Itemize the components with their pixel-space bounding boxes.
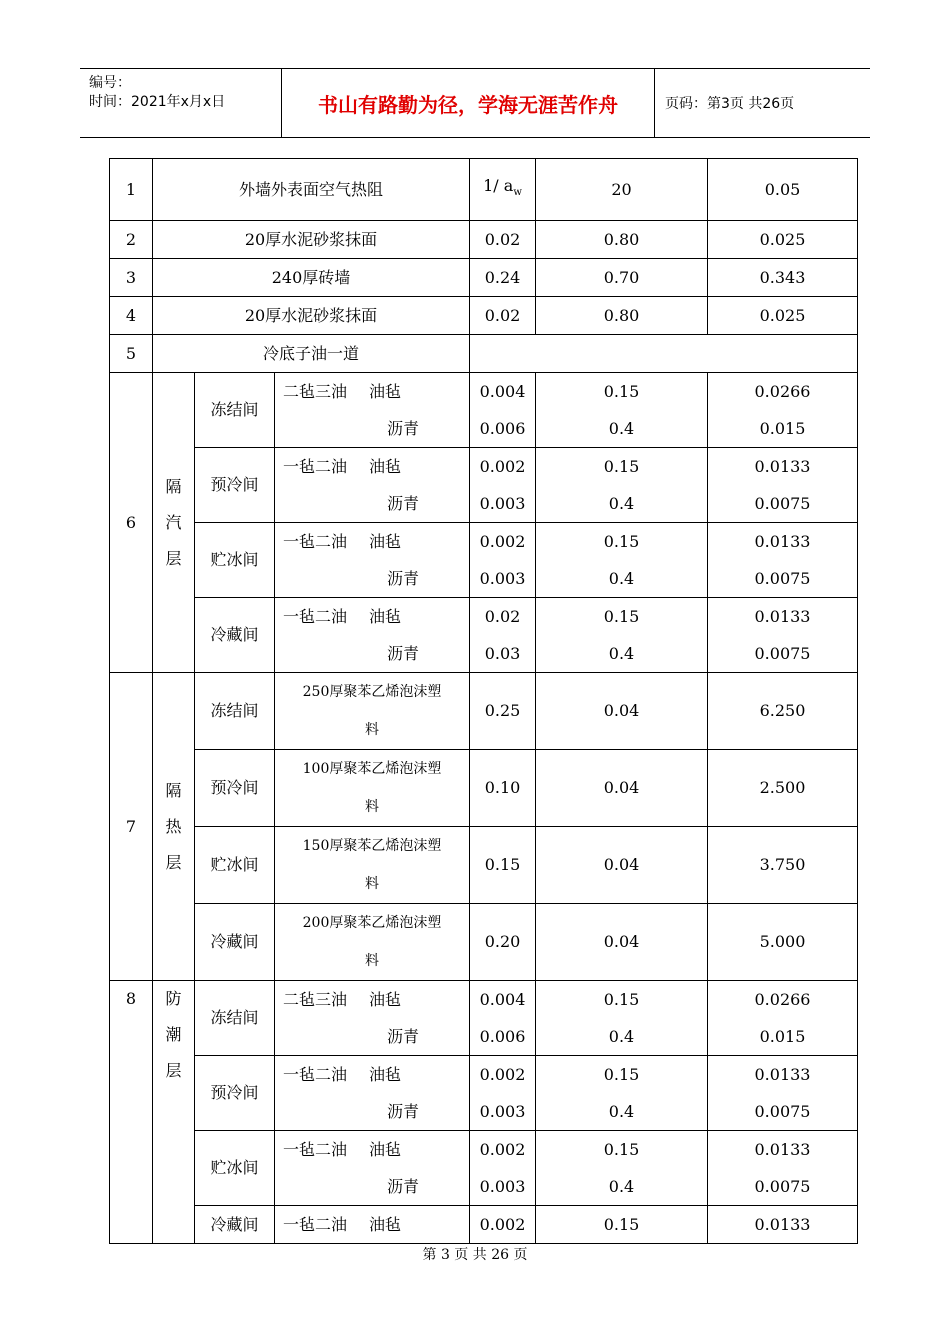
room-name-text: 预冷间 [210,778,259,797]
resistance-text: 5.000 [759,932,806,951]
material-line-1: 250厚聚苯乙烯泡沫塑 [302,684,442,700]
thickness-text-2: 0.003 [479,1177,526,1196]
material-felt: 油毡 [369,1140,402,1159]
thickness [470,523,536,598]
layer-name-text: 240厚砖墙 [271,267,351,287]
resistance [708,827,858,904]
thickness [470,750,536,827]
conductivity-text: 0.04 [603,778,640,797]
row-number-text: 1 [125,179,137,199]
resistance-text: 6.250 [759,701,806,720]
conductivity [536,827,708,904]
material-cell [275,523,470,598]
row-number-text: 6 [125,512,137,532]
thickness-text-1: 0.002 [479,1140,526,1159]
thickness-text-2: 0.006 [479,1027,526,1046]
material-cell [275,673,470,750]
room-name-text: 贮冰间 [210,1158,259,1177]
material [275,373,469,447]
resistance [708,1206,858,1244]
material-cell [275,448,470,523]
conductivity-text-1: 0.15 [603,457,640,476]
room-name-text: 冻结间 [210,701,259,720]
thickness-text: 0.25 [484,701,521,720]
resistance [708,1131,858,1206]
thickness-text: 0.10 [484,778,521,797]
material [275,1056,469,1130]
resistance-text: 3.750 [759,855,806,874]
table-row [110,981,858,1056]
thickness-text: 0.02 [484,305,521,325]
resistance [708,159,858,221]
layer-spec: 一毡二油 [283,457,348,476]
table-row [110,259,858,297]
page-footer: 第 3 页 共 26 页 [422,1247,528,1263]
layer-name [153,297,470,335]
group-label-char: 层 [165,1061,182,1080]
number-label: 编号： [89,75,131,91]
conductivity [536,673,708,750]
material-asphalt: 沥青 [387,569,420,588]
layer-spec: 二毡三油 [283,382,348,401]
resistance-text-1: 0.0133 [754,457,811,476]
room-name [195,448,275,523]
table-row [110,335,858,373]
material-cell [275,750,470,827]
room-name [195,523,275,598]
table-row [110,827,858,904]
group-label-char: 层 [165,852,182,872]
material-felt: 油毡 [369,532,402,551]
resistance [708,221,858,259]
conductivity-text-1: 0.15 [603,532,640,551]
table-row [110,904,858,981]
thermal-resistance-table [109,158,858,1244]
thickness-text-1: 0.02 [484,607,521,626]
thickness-text-2: 0.003 [479,569,526,588]
table-row [110,159,858,221]
resistance [708,904,858,981]
layer-name [153,335,470,373]
resistance-text-1: 0.0133 [754,1215,811,1234]
group-label-char: 层 [165,548,182,568]
layer-name [153,259,470,297]
header-page-info: 页码：第3页 共26页 [665,96,795,112]
material-line-2: 料 [365,876,379,892]
thickness-text: 0.20 [484,932,521,951]
thickness-text-1: 0.004 [479,382,526,401]
room-name-text: 冻结间 [210,400,259,419]
row-number-text: 3 [125,267,137,287]
thickness [470,1131,536,1206]
material-cell [275,981,470,1056]
conductivity-text-2: 0.4 [608,569,635,588]
material-felt: 油毡 [369,990,402,1009]
thickness-text-2: 0.006 [479,419,526,438]
material [275,523,469,597]
thickness-text-1: 0.002 [479,457,526,476]
material-asphalt: 沥青 [387,419,420,438]
layer-name [153,159,470,221]
thickness [470,448,536,523]
thickness [470,297,536,335]
room-name [195,827,275,904]
thickness [470,259,536,297]
material-asphalt: 沥青 [387,1027,420,1046]
conductivity [536,904,708,981]
material-asphalt: 沥青 [387,1177,420,1196]
resistance [708,373,858,448]
group-label [153,981,195,1244]
conductivity-text: 0.04 [603,855,640,874]
header-info [80,69,282,137]
table-row [110,221,858,259]
room-name [195,373,275,448]
row-number-text: 2 [125,229,137,249]
conductivity-text-2: 0.4 [608,1027,635,1046]
empty-cell [470,335,858,373]
conductivity [536,221,708,259]
resistance-text-1: 0.0266 [754,382,811,401]
room-name [195,598,275,673]
material-line-1: 150厚聚苯乙烯泡沫塑 [302,838,442,854]
thickness [470,981,536,1056]
row-number [110,221,153,259]
resistance-text: 0.025 [759,229,806,249]
layer-spec: 二毡三油 [283,990,348,1009]
resistance-text: 2.500 [759,778,806,797]
material-cell [275,827,470,904]
layer-spec: 一毡二油 [283,1140,348,1159]
thickness-text-1: 0.004 [479,990,526,1009]
conductivity-text-2: 0.4 [608,494,635,513]
group-label [153,373,195,673]
conductivity [536,448,708,523]
material-line-1: 200厚聚苯乙烯泡沫塑 [302,915,442,931]
thickness [470,221,536,259]
resistance-text-1: 0.0133 [754,532,811,551]
conductivity-text: 0.80 [603,305,640,325]
header-motto: 书山有路勤为径，学海无涯苦作舟 [282,69,655,137]
resistance-text-1: 0.0133 [754,1140,811,1159]
table-row [110,1131,858,1206]
room-name [195,981,275,1056]
conductivity-text-1: 0.15 [603,1140,640,1159]
resistance [708,750,858,827]
conductivity-text-2: 0.4 [608,419,635,438]
thickness-text: 1/ a [483,175,514,195]
conductivity-text-1: 0.15 [603,607,640,626]
thickness [470,904,536,981]
resistance [708,981,858,1056]
material-felt: 油毡 [369,1065,402,1084]
resistance [708,1056,858,1131]
material-cell [275,1206,470,1244]
conductivity [536,523,708,598]
thickness [470,1056,536,1131]
conductivity-text: 0.04 [603,701,640,720]
group-label-char: 潮 [165,1025,182,1044]
conductivity [536,259,708,297]
thickness-text-2: 0.03 [484,644,521,663]
time-label: 时间：2021年x月x日 [89,94,226,110]
material-line-1: 100厚聚苯乙烯泡沫塑 [302,761,442,777]
material-cell [275,598,470,673]
thickness-text: 0.15 [484,855,521,874]
row-number [110,297,153,335]
row-number [110,259,153,297]
material-cell [275,1056,470,1131]
table-row [110,750,858,827]
thickness-text-2: 0.003 [479,494,526,513]
row-number [110,159,153,221]
table-row [110,673,858,750]
group-label-char: 隔 [165,476,182,496]
conductivity [536,750,708,827]
group-label-char: 热 [165,816,182,836]
room-name-text: 预冷间 [210,1083,259,1102]
layer-name-text: 20厚水泥砂浆抹面 [244,229,378,249]
thickness-text-1: 0.002 [479,532,526,551]
group-label [153,673,195,981]
layer-name-text: 20厚水泥砂浆抹面 [244,305,378,325]
room-name-text: 预冷间 [210,475,259,494]
conductivity-text: 0.70 [603,267,640,287]
thickness-text: 0.24 [484,267,521,287]
room-name [195,750,275,827]
group-label-char: 隔 [165,780,182,800]
layer-name-text: 冷底子油一道 [262,343,359,363]
resistance [708,297,858,335]
conductivity [536,598,708,673]
material [275,448,469,522]
room-name [195,904,275,981]
resistance-text-2: 0.015 [759,419,806,438]
table-row [110,1206,858,1244]
material-felt: 油毡 [369,1215,402,1234]
conductivity-text: 0.04 [603,932,640,951]
material [275,1206,469,1243]
row-number-text: 7 [125,816,137,836]
table-row [110,448,858,523]
material-asphalt: 沥青 [387,494,420,513]
thickness [470,1206,536,1244]
resistance-text-2: 0.0075 [754,569,811,588]
resistance-text-1: 0.0133 [754,607,811,626]
resistance [708,673,858,750]
resistance-text: 0.343 [759,267,806,287]
table-row [110,523,858,598]
table-row [110,598,858,673]
conductivity-text-1: 0.15 [603,1065,640,1084]
thickness-text-1: 0.002 [479,1065,526,1084]
thickness-text: 0.02 [484,229,521,249]
resistance-text-2: 0.0075 [754,494,811,513]
table-body [110,159,858,1244]
room-name [195,1206,275,1244]
group-label-char: 汽 [165,512,182,532]
group-label-char: 防 [165,989,182,1008]
room-name-text: 贮冰间 [210,855,259,874]
page-header [80,68,870,138]
conductivity-text: 20 [611,179,632,199]
row-number-text: 5 [125,343,137,363]
resistance-text-1: 0.0266 [754,990,811,1009]
material-felt: 油毡 [369,457,402,476]
layer-spec: 一毡二油 [283,1215,348,1234]
row-number [110,673,153,981]
resistance-text-2: 0.0075 [754,1177,811,1196]
conductivity-text-2: 0.4 [608,644,635,663]
resistance [708,598,858,673]
material-asphalt: 沥青 [387,1102,420,1121]
table-row [110,1056,858,1131]
table-row [110,297,858,335]
room-name [195,673,275,750]
layer-spec: 一毡二油 [283,532,348,551]
material-felt: 油毡 [369,382,402,401]
material-line-2: 料 [365,799,379,815]
resistance [708,523,858,598]
conductivity [536,159,708,221]
conductivity [536,1131,708,1206]
material-cell [275,1131,470,1206]
row-number [110,981,153,1244]
layer-spec: 一毡二油 [283,1065,348,1084]
conductivity-text: 0.80 [603,229,640,249]
resistance-text-2: 0.015 [759,1027,806,1046]
room-name-text: 冷藏间 [210,625,259,644]
thickness [470,598,536,673]
material-cell [275,373,470,448]
resistance [708,259,858,297]
thickness [470,159,536,221]
conductivity-text-1: 0.15 [603,1215,640,1234]
table-row [110,373,858,448]
conductivity [536,1206,708,1244]
material-line-2: 料 [365,722,379,738]
material [275,598,469,672]
conductivity [536,373,708,448]
conductivity [536,297,708,335]
thickness [470,827,536,904]
material-asphalt: 沥青 [387,644,420,663]
resistance-text-2: 0.0075 [754,644,811,663]
resistance-text-1: 0.0133 [754,1065,811,1084]
resistance-text-2: 0.0075 [754,1102,811,1121]
thickness [470,373,536,448]
thickness-text-2: 0.003 [479,1102,526,1121]
conductivity-text-2: 0.4 [608,1102,635,1121]
resistance-text: 0.05 [764,179,801,199]
material-felt: 油毡 [369,607,402,626]
material-line-2: 料 [365,953,379,969]
material [275,981,469,1055]
conductivity-text-1: 0.15 [603,990,640,1009]
room-name-text: 贮冰间 [210,550,259,569]
conductivity [536,981,708,1056]
conductivity-text-1: 0.15 [603,382,640,401]
row-number [110,373,153,673]
resistance [708,448,858,523]
conductivity [536,1056,708,1131]
layer-spec: 一毡二油 [283,607,348,626]
thickness-text-1: 0.002 [479,1215,526,1234]
row-number [110,335,153,373]
conductivity-text-2: 0.4 [608,1177,635,1196]
room-name [195,1131,275,1206]
row-number-text: 4 [125,305,137,325]
resistance-text: 0.025 [759,305,806,325]
thickness [470,673,536,750]
room-name-text: 冻结间 [210,1008,259,1027]
room-name [195,1056,275,1131]
row-number-text: 8 [125,989,137,1008]
layer-name-text: 外墙外表面空气热阻 [238,179,383,199]
thickness-subscript: w [513,187,522,199]
layer-name [153,221,470,259]
material-cell [275,904,470,981]
room-name-text: 冷藏间 [210,1214,259,1234]
room-name-text: 冷藏间 [210,932,259,951]
material [275,1131,469,1205]
